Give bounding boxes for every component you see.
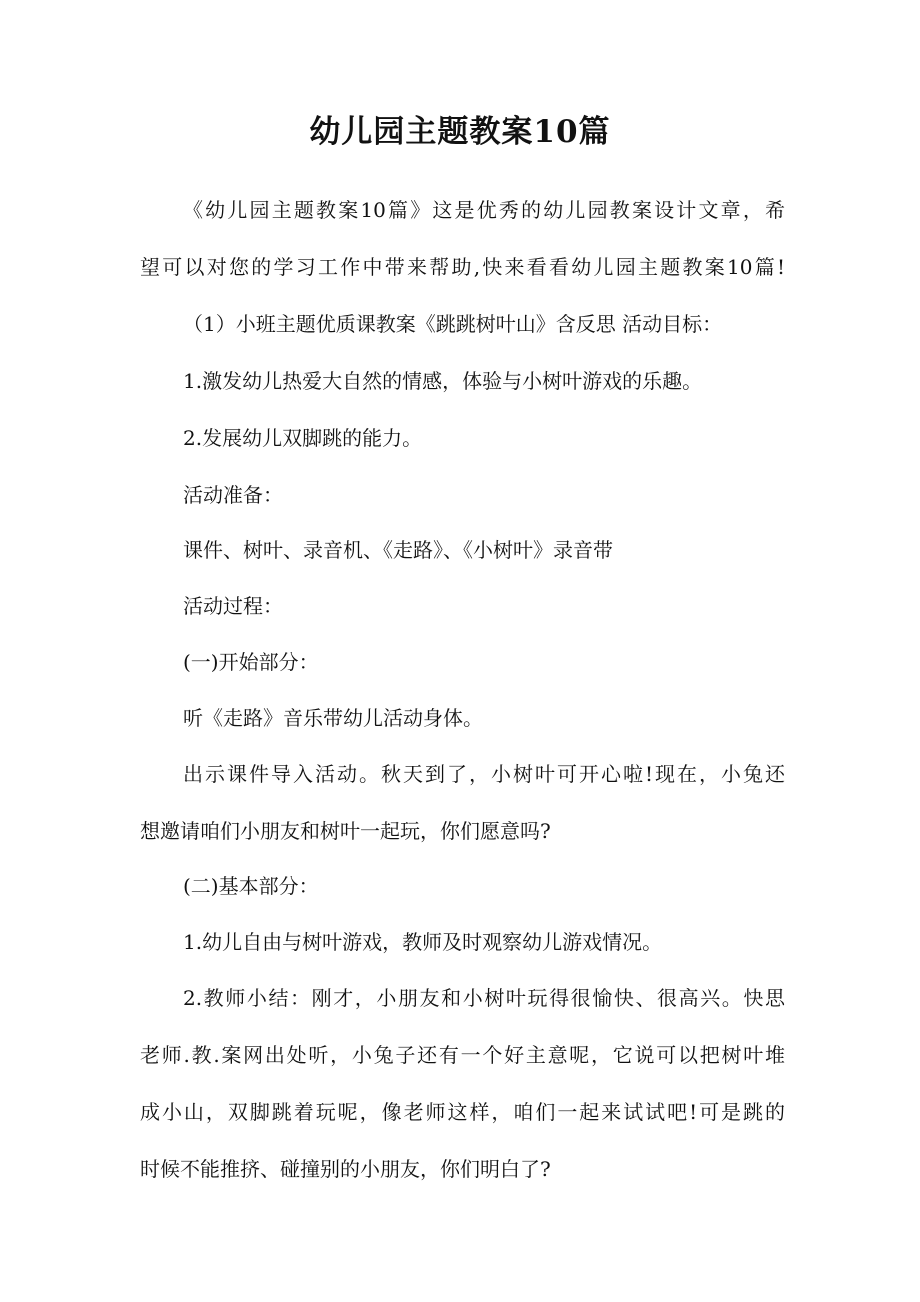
- intro-line-1: 《幼儿园主题教案10篇》这是优秀的幼儿园教案设计文章，希: [183, 198, 785, 222]
- part1-intro-line-2: 想邀请咱们小朋友和树叶一起玩，你们愿意吗?: [140, 819, 551, 843]
- part2-label: [183, 858, 785, 915]
- process-label-text: 活动过程：: [183, 594, 283, 618]
- goal-1-text: 1.激发幼儿热爱大自然的情感，体验与小树叶游戏的乐趣。: [183, 369, 703, 393]
- goal-1: [183, 353, 785, 410]
- prep-items-text: 课件、树叶、录音机、《走路》、《小树叶》录音带: [183, 538, 613, 562]
- prep-label: [183, 467, 785, 524]
- part1-intro-line-1: 出示课件导入活动。秋天到了，小树叶可开心啦!现在，小兔还: [183, 762, 785, 786]
- intro-line-2: 望可以对您的学习工作中带来帮助,快来看看幼儿园主题教案10篇!: [140, 255, 785, 279]
- prep-items: [183, 522, 785, 579]
- prep-label-text: 活动准备：: [183, 483, 283, 507]
- section1-heading-text: （1）小班主题优质课教案《跳跳树叶山》含反思 活动目标：: [183, 312, 723, 336]
- part2-label-text: (二)基本部分：: [183, 874, 319, 898]
- intro-paragraph: [140, 182, 785, 296]
- goal-2-text: 2.发展幼儿双脚跳的能力。: [183, 426, 423, 450]
- step-2-line-2: 老师.教.案网出处听，小兔子还有一个好主意呢，它说可以把树叶堆: [140, 1043, 785, 1067]
- part1-text: [183, 690, 785, 747]
- part1-intro-paragraph: [140, 746, 785, 860]
- step-2-line-1: 2.教师小结：刚才，小朋友和小树叶玩得很愉快、很高兴。快思: [183, 986, 785, 1010]
- part1-label-text: (一)开始部分：: [183, 650, 319, 674]
- step-2-line-4: 时候不能推挤、碰撞别的小朋友，你们明白了?: [140, 1157, 551, 1181]
- document-title: 幼儿园主题教案10篇: [309, 114, 611, 150]
- step-2-paragraph: [140, 970, 785, 1198]
- process-label: [183, 578, 785, 635]
- section1-heading: [183, 296, 785, 353]
- step-1: [183, 914, 785, 971]
- goal-2: [183, 410, 785, 467]
- part1-text-line: 听《走路》音乐带幼儿活动身体。: [183, 706, 483, 730]
- step-2-line-3: 成小山，双脚跳着玩呢，像老师这样，咱们一起来试试吧!可是跳的: [140, 1100, 785, 1124]
- part1-label: [183, 634, 785, 691]
- step-1-text: 1.幼儿自由与树叶游戏，教师及时观察幼儿游戏情况。: [183, 930, 663, 954]
